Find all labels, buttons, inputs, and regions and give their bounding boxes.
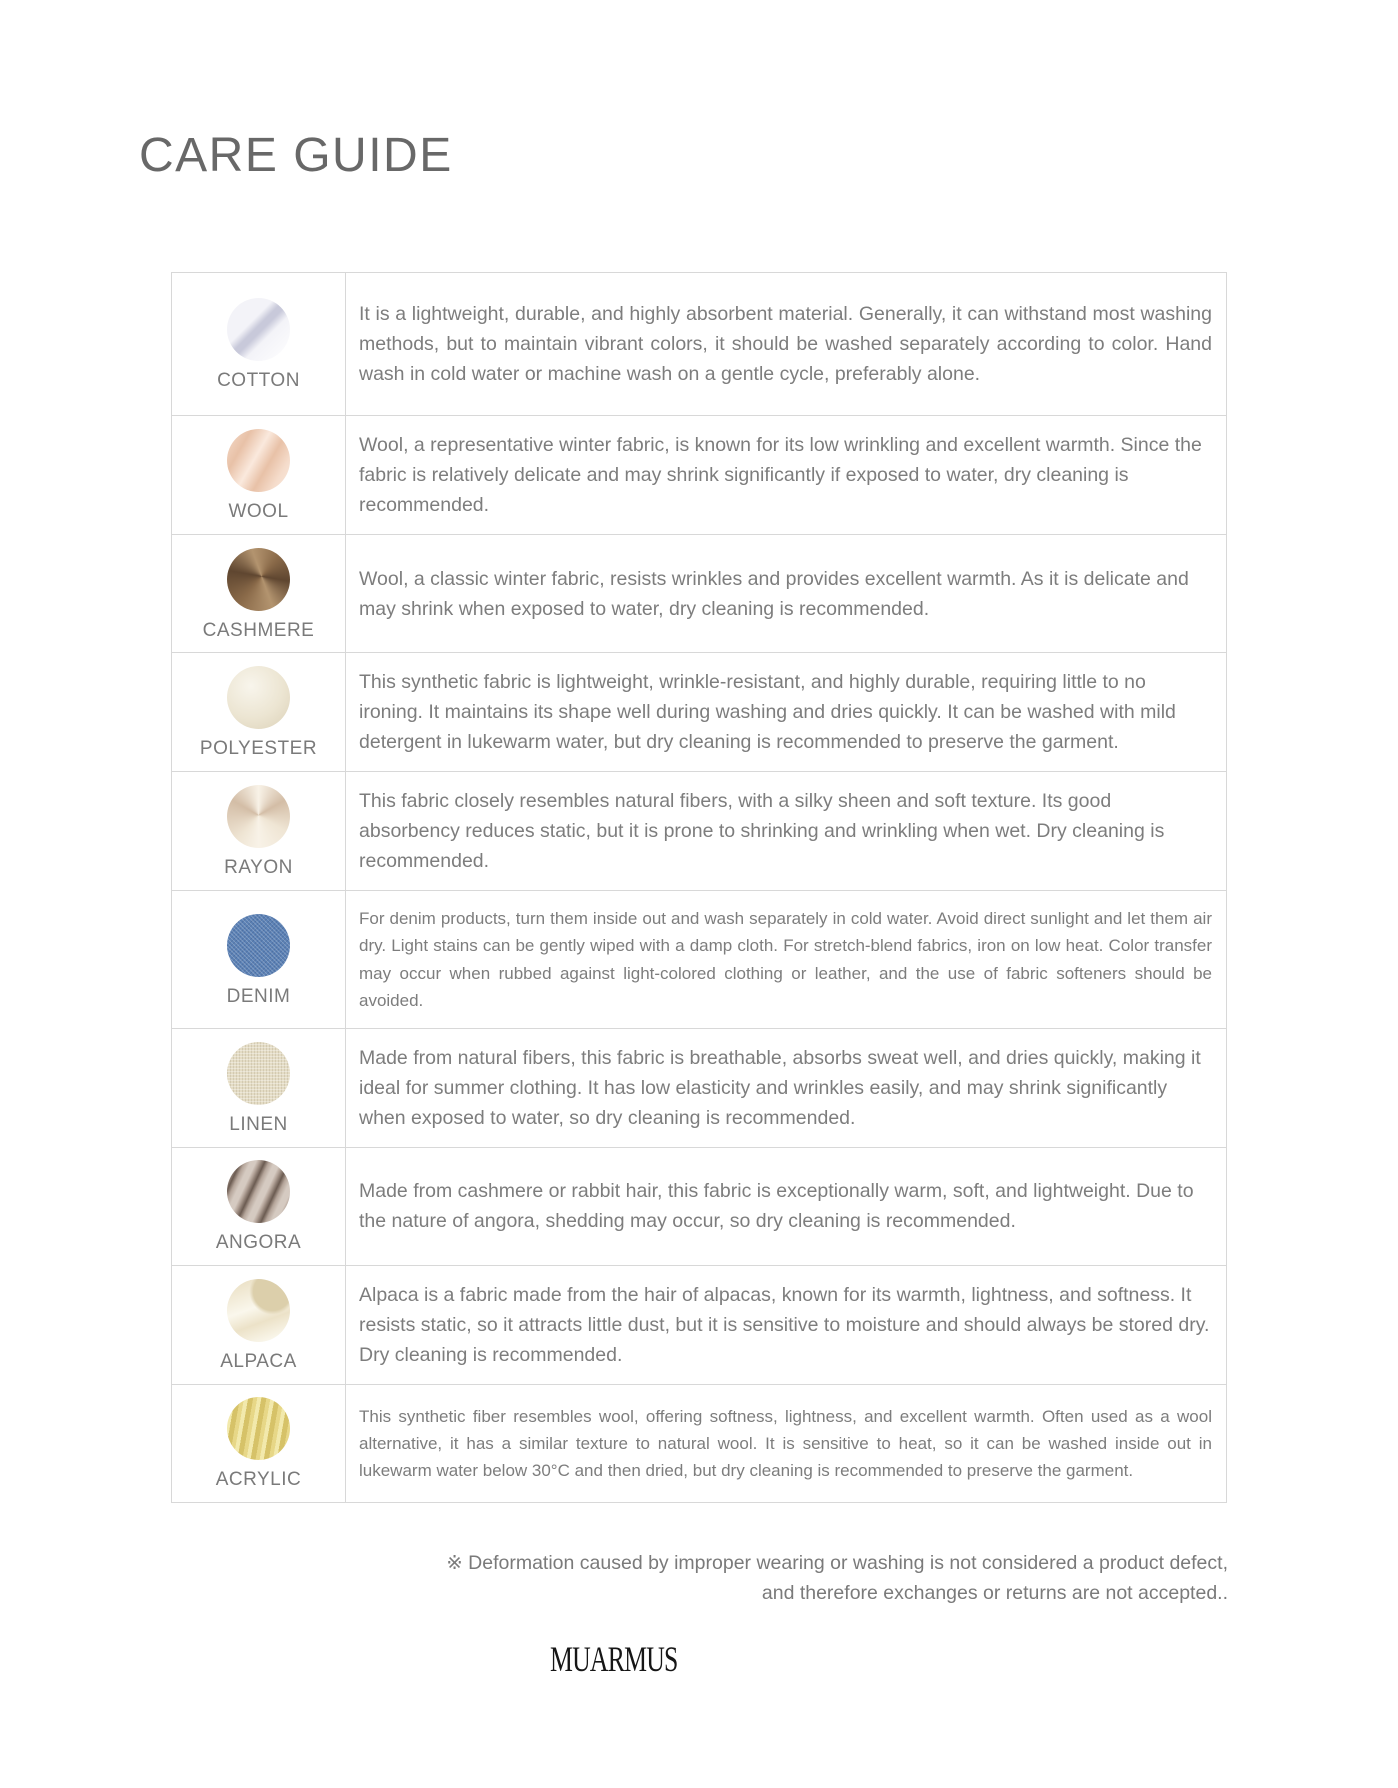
brand-logo-text: MUARMUS [550, 1640, 678, 1680]
fabric-description-cell [346, 653, 1226, 771]
fabric-description-cell [346, 416, 1226, 534]
fabric-description-text: Made from cashmere or rabbit hair, this fabric is exceptionally warm, soft, and lightweight. Due to the nature of angora, shedding may occur, so dry cleaning is recommended. [359, 1180, 1194, 1233]
care-table-row-acrylic [172, 1384, 1226, 1502]
fabric-description-text: This synthetic fiber resembles wool, offering softness, lightness, and excellent warmth. Often used as a wool alternative, it has a similar texture to natural wool. It is sensitive to heat, so it can be washed inside out in lukewarm water below 30°C and then dried, but dry cleaning is recommended to preserve the garment. [359, 1406, 1212, 1481]
fabric-description-cell [346, 1148, 1226, 1265]
rayon-fabric-swatch-icon [227, 785, 290, 848]
fabric-name-label: LINEN [229, 1113, 288, 1135]
fabric-swatch-cell [172, 416, 346, 534]
fabric-description-cell [346, 772, 1226, 890]
fabric-name-label: POLYESTER [199, 738, 318, 760]
fabric-swatch-cell [172, 1266, 346, 1384]
care-table-row-cashmere [172, 534, 1226, 652]
care-table-row-cotton [172, 273, 1226, 415]
fabric-description-cell [346, 273, 1226, 415]
fabric-description-text: It is a lightweight, durable, and highly absorbent material. Generally, it can withstand most washing methods, but to maintain vibrant colors, it should be washed separately according to color. Hand wash in cold water or machine wash on a gentle cycle, preferably alone. [359, 302, 1212, 385]
alpaca-fabric-swatch-icon [227, 1279, 290, 1342]
fabric-description-text: Wool, a representative winter fabric, is known for its low wrinkling and excellent warmth. Since the fabric is relatively delicate and may shrink significantly if exposed to water, dry cleaning is recommended. [359, 434, 1202, 517]
care-table-row-wool [172, 415, 1226, 534]
fabric-name-label: RAYON [224, 857, 293, 879]
fabric-description-cell [346, 535, 1226, 652]
fabric-swatch-cell [172, 891, 346, 1028]
angora-fabric-swatch-icon [227, 1160, 290, 1223]
fabric-description-text: For denim products, turn them inside out and wash separately in cold water. Avoid direct sunlight and let them air dry. Light stains can be gently wiped with a damp cloth. For stretch-blend fabrics, iron on low heat. Color transfer may occur when rubbed against light-colored clothing or leather, and the use of fabric softeners should be avoided. [359, 909, 1212, 1010]
fabric-name-label: CASHMERE [202, 619, 315, 641]
fabric-swatch-cell [172, 273, 346, 415]
fabric-swatch-cell [172, 653, 346, 771]
fabric-swatch-cell [172, 535, 346, 652]
care-table-row-rayon [172, 771, 1226, 890]
care-table [171, 272, 1227, 1503]
fabric-description-text: Made from natural fibers, this fabric is breathable, absorbs sweat well, and dries quickly, making it ideal for summer clothing. It has low elasticity and wrinkles easily, and may shrink significantly when exposed to water, so dry cleaning is recommended. [359, 1046, 1201, 1129]
care-table-row-alpaca [172, 1265, 1226, 1384]
polyester-fabric-swatch-icon [227, 666, 290, 729]
fabric-description-text: This synthetic fabric is lightweight, wrinkle-resistant, and highly durable, requiring little to no ironing. It maintains its shape well during washing and dries quickly. It can be washed with mild detergent in lukewarm water, but dry cleaning is recommended to preserve the garment. [359, 671, 1176, 754]
fabric-swatch-cell [172, 1029, 346, 1147]
fabric-description-text: Wool, a classic winter fabric, resists wrinkles and provides excellent warmth. As it is delicate and may shrink when exposed to water, dry cleaning is recommended. [359, 567, 1189, 620]
fabric-name-label: DENIM [226, 985, 291, 1007]
fabric-description-cell [346, 1029, 1226, 1147]
fabric-name-label: ANGORA [215, 1232, 302, 1254]
fabric-name-label: ALPACA [220, 1350, 297, 1372]
fabric-swatch-cell [172, 1385, 346, 1502]
care-table-row-denim [172, 890, 1226, 1028]
fabric-name-label: COTTON [217, 370, 300, 391]
care-table-row-polyester [172, 652, 1226, 771]
brand-logo [0, 1642, 1313, 1679]
page-title: CARE GUIDE [139, 129, 453, 182]
denim-fabric-swatch-icon [227, 914, 290, 977]
care-table-row-angora [172, 1147, 1226, 1265]
fabric-swatch-cell [172, 772, 346, 890]
cashmere-fabric-swatch-icon [227, 548, 290, 611]
footnote: ※ Deformation caused by improper wearing or washing is not considered a product defect, and therefore exchanges or returns are not accepted.. [446, 1552, 1228, 1605]
linen-fabric-swatch-icon [227, 1042, 290, 1105]
fabric-swatch-cell [172, 1148, 346, 1265]
wool-fabric-swatch-icon [227, 429, 290, 492]
acrylic-fabric-swatch-icon [227, 1397, 290, 1460]
fabric-description-cell [346, 891, 1226, 1028]
fabric-description-text: Alpaca is a fabric made from the hair of alpacas, known for its warmth, lightness, and softness. It resists static, so it attracts little dust, but it is sensitive to moisture and should always be stored dry. Dry cleaning is recommended. [359, 1283, 1210, 1366]
fabric-name-label: ACRYLIC [215, 1469, 302, 1491]
fabric-description-cell [346, 1266, 1226, 1384]
fabric-name-label: WOOL [228, 501, 289, 523]
fabric-description-text: This fabric closely resembles natural fibers, with a silky sheen and soft texture. Its good absorbency reduces static, but it is prone to shrinking and wrinkling when wet. Dry cleaning is recommended. [359, 790, 1165, 873]
cotton-fabric-swatch-icon [227, 298, 290, 361]
care-table-row-linen [172, 1028, 1226, 1147]
fabric-description-cell [346, 1385, 1226, 1502]
